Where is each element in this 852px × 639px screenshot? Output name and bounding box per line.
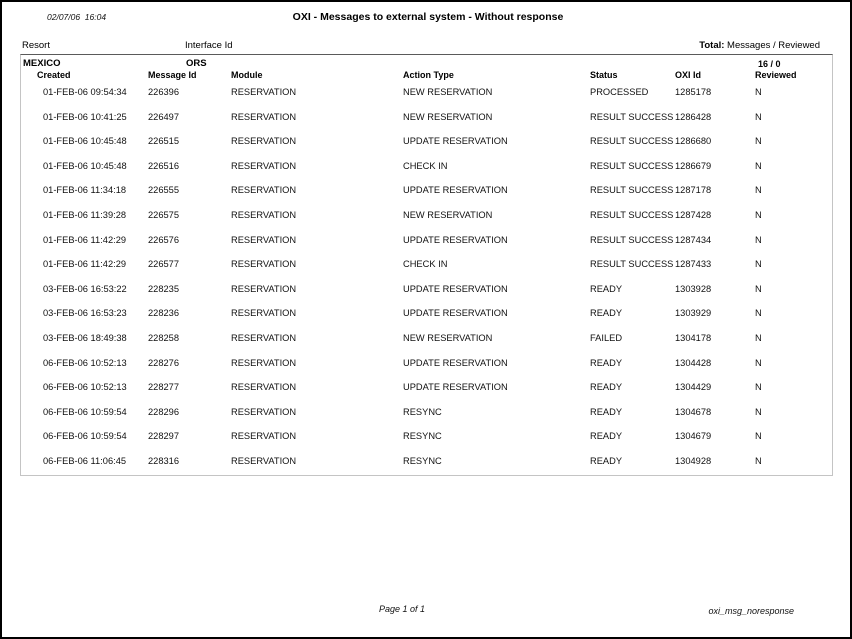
table-row (21, 378, 832, 403)
cell-created: 01-FEB-06 11:34:18 (43, 185, 127, 196)
cell-status: FAILED (590, 332, 623, 343)
cell-module: RESERVATION (231, 455, 297, 466)
total-description: Messages / Reviewed (724, 40, 820, 51)
cell-message-id: 226497 (148, 111, 180, 122)
cell-module: RESERVATION (231, 87, 297, 97)
cell-action-type: NEW RESERVATION (403, 111, 493, 122)
cell-reviewed: N (755, 87, 762, 97)
cell-message-id: 228297 (148, 431, 180, 442)
messages-table (20, 54, 833, 476)
cell-created: 06-FEB-06 11:06:45 (43, 455, 127, 466)
cell-module: RESERVATION (231, 259, 297, 270)
table-row (21, 206, 832, 231)
cell-message-id: 226577 (148, 259, 180, 270)
cell-module: RESERVATION (231, 136, 297, 147)
cell-reviewed: N (755, 332, 762, 343)
cell-oxi-id: 1286428 (675, 111, 712, 122)
col-header-oxi-id: OXI Id (675, 70, 702, 80)
cell-status: READY (590, 382, 623, 393)
total-value: 16 / 0 (758, 59, 781, 69)
cell-status: RESULT SUCCESS (590, 185, 674, 196)
cell-status: READY (590, 357, 623, 368)
cell-reviewed: N (755, 234, 762, 245)
cell-module: RESERVATION (231, 234, 297, 245)
cell-reviewed: N (755, 259, 762, 270)
total-label-group (699, 40, 820, 51)
page-number: Page 1 of 1 (379, 604, 426, 614)
cell-oxi-id: 1285178 (675, 87, 712, 97)
cell-oxi-id: 1287178 (675, 185, 712, 196)
cell-status: RESULT SUCCESS (590, 111, 674, 122)
cell-module: RESERVATION (231, 357, 297, 368)
cell-action-type: NEW RESERVATION (403, 209, 493, 220)
cell-status: READY (590, 308, 623, 319)
table-row (21, 280, 832, 305)
cell-message-id: 226516 (148, 160, 180, 171)
cell-created: 01-FEB-06 10:45:48 (43, 136, 127, 147)
cell-message-id: 228236 (148, 308, 180, 319)
cell-action-type: NEW RESERVATION (403, 87, 493, 97)
cell-message-id: 226576 (148, 234, 180, 245)
table-row (21, 83, 832, 108)
cell-module: RESERVATION (231, 160, 297, 171)
group-header-row (21, 58, 832, 70)
cell-module: RESERVATION (231, 332, 297, 343)
col-header-reviewed: Reviewed (755, 70, 797, 80)
col-header-module: Module (231, 70, 263, 80)
cell-oxi-id: 1304428 (675, 357, 712, 368)
cell-oxi-id: 1287428 (675, 209, 712, 220)
cell-oxi-id: 1303929 (675, 308, 712, 319)
cell-created: 01-FEB-06 11:42:29 (43, 234, 127, 245)
total-label: Total: (699, 40, 725, 51)
report-datetime: 02/07/06 16:04 (47, 12, 107, 22)
cell-action-type: UPDATE RESERVATION (403, 283, 508, 294)
cell-created: 06-FEB-06 10:52:13 (43, 357, 127, 368)
table-body (21, 83, 832, 477)
cell-reviewed: N (755, 382, 762, 393)
cell-reviewed: N (755, 209, 762, 220)
interface-id-label: Interface Id (185, 40, 233, 51)
cell-reviewed: N (755, 308, 762, 319)
cell-message-id: 228316 (148, 455, 180, 466)
page-title: OXI - Messages to external system - Without response (292, 11, 564, 23)
cell-reviewed: N (755, 283, 762, 294)
cell-status: RESULT SUCCESS (590, 234, 674, 245)
cell-message-id: 226396 (148, 87, 180, 97)
cell-status: RESULT SUCCESS (590, 136, 674, 147)
table-row (21, 255, 832, 280)
cell-oxi-id: 1286680 (675, 136, 712, 147)
table-row (21, 304, 832, 329)
cell-reviewed: N (755, 455, 762, 466)
summary-labels-row (22, 40, 820, 51)
interface-id-value: ORS (186, 58, 207, 69)
cell-action-type: CHECK IN (403, 259, 448, 270)
cell-action-type: UPDATE RESERVATION (403, 308, 508, 319)
cell-module: RESERVATION (231, 283, 297, 294)
cell-action-type: UPDATE RESERVATION (403, 136, 508, 147)
resort-value: MEXICO (23, 58, 61, 69)
cell-status: READY (590, 283, 623, 294)
cell-reviewed: N (755, 431, 762, 442)
cell-status: READY (590, 431, 623, 442)
cell-status: RESULT SUCCESS (590, 209, 674, 220)
cell-action-type: NEW RESERVATION (403, 332, 493, 343)
cell-oxi-id: 1303928 (675, 283, 712, 294)
cell-module: RESERVATION (231, 209, 297, 220)
table-row (21, 403, 832, 428)
cell-oxi-id: 1304679 (675, 431, 712, 442)
cell-message-id: 228258 (148, 332, 180, 343)
cell-action-type: RESYNC (403, 431, 442, 442)
cell-reviewed: N (755, 185, 762, 196)
col-header-message-id: Message Id (148, 70, 197, 80)
cell-message-id: 228277 (148, 382, 180, 393)
cell-created: 03-FEB-06 16:53:23 (43, 308, 127, 319)
cell-oxi-id: 1287433 (675, 259, 712, 270)
cell-created: 01-FEB-06 11:42:29 (43, 259, 127, 270)
cell-message-id: 228235 (148, 283, 180, 294)
cell-message-id: 228276 (148, 357, 180, 368)
cell-module: RESERVATION (231, 406, 297, 417)
table-row (21, 427, 832, 452)
cell-oxi-id: 1304178 (675, 332, 712, 343)
cell-created: 06-FEB-06 10:59:54 (43, 431, 127, 442)
cell-module: RESERVATION (231, 382, 297, 393)
cell-status: PROCESSED (590, 87, 649, 97)
cell-action-type: UPDATE RESERVATION (403, 234, 508, 245)
table-row (21, 132, 832, 157)
cell-status: RESULT SUCCESS (590, 160, 674, 171)
cell-module: RESERVATION (231, 308, 297, 319)
cell-module: RESERVATION (231, 111, 297, 122)
cell-oxi-id: 1287434 (675, 234, 712, 245)
table-row (21, 452, 832, 477)
table-row (21, 108, 832, 133)
cell-reviewed: N (755, 111, 762, 122)
cell-message-id: 226515 (148, 136, 180, 147)
table-row (21, 354, 832, 379)
cell-action-type: UPDATE RESERVATION (403, 357, 508, 368)
table-column-headers (21, 70, 832, 80)
cell-module: RESERVATION (231, 431, 297, 442)
cell-action-type: CHECK IN (403, 160, 448, 171)
cell-message-id: 226555 (148, 185, 180, 196)
cell-oxi-id: 1286679 (675, 160, 712, 171)
cell-status: RESULT SUCCESS (590, 259, 674, 270)
col-header-action-type: Action Type (403, 70, 454, 80)
resort-label: Resort (22, 40, 50, 51)
cell-reviewed: N (755, 136, 762, 147)
table-row (21, 181, 832, 206)
cell-reviewed: N (755, 160, 762, 171)
cell-action-type: UPDATE RESERVATION (403, 185, 508, 196)
cell-created: 01-FEB-06 10:45:48 (43, 160, 127, 171)
cell-created: 03-FEB-06 16:53:22 (43, 283, 127, 294)
cell-created: 01-FEB-06 11:39:28 (43, 209, 127, 220)
cell-message-id: 228296 (148, 406, 180, 417)
cell-action-type: RESYNC (403, 406, 442, 417)
cell-module: RESERVATION (231, 185, 297, 196)
col-header-created: Created (37, 70, 71, 80)
cell-created: 01-FEB-06 09:54:34 (43, 87, 127, 97)
cell-created: 03-FEB-06 18:49:38 (43, 332, 127, 343)
cell-reviewed: N (755, 406, 762, 417)
cell-status: READY (590, 455, 623, 466)
cell-created: 06-FEB-06 10:59:54 (43, 406, 127, 417)
cell-reviewed: N (755, 357, 762, 368)
cell-message-id: 226575 (148, 209, 180, 220)
cell-oxi-id: 1304429 (675, 382, 712, 393)
table-row (21, 231, 832, 256)
cell-oxi-id: 1304928 (675, 455, 712, 466)
cell-action-type: RESYNC (403, 455, 442, 466)
cell-created: 06-FEB-06 10:52:13 (43, 382, 127, 393)
col-header-status: Status (590, 70, 618, 80)
table-row (21, 157, 832, 182)
cell-status: READY (590, 406, 623, 417)
cell-created: 01-FEB-06 10:41:25 (43, 111, 127, 122)
report-file-name: oxi_msg_noresponse (708, 606, 794, 616)
cell-action-type: UPDATE RESERVATION (403, 382, 508, 393)
table-row (21, 329, 832, 354)
cell-oxi-id: 1304678 (675, 406, 712, 417)
